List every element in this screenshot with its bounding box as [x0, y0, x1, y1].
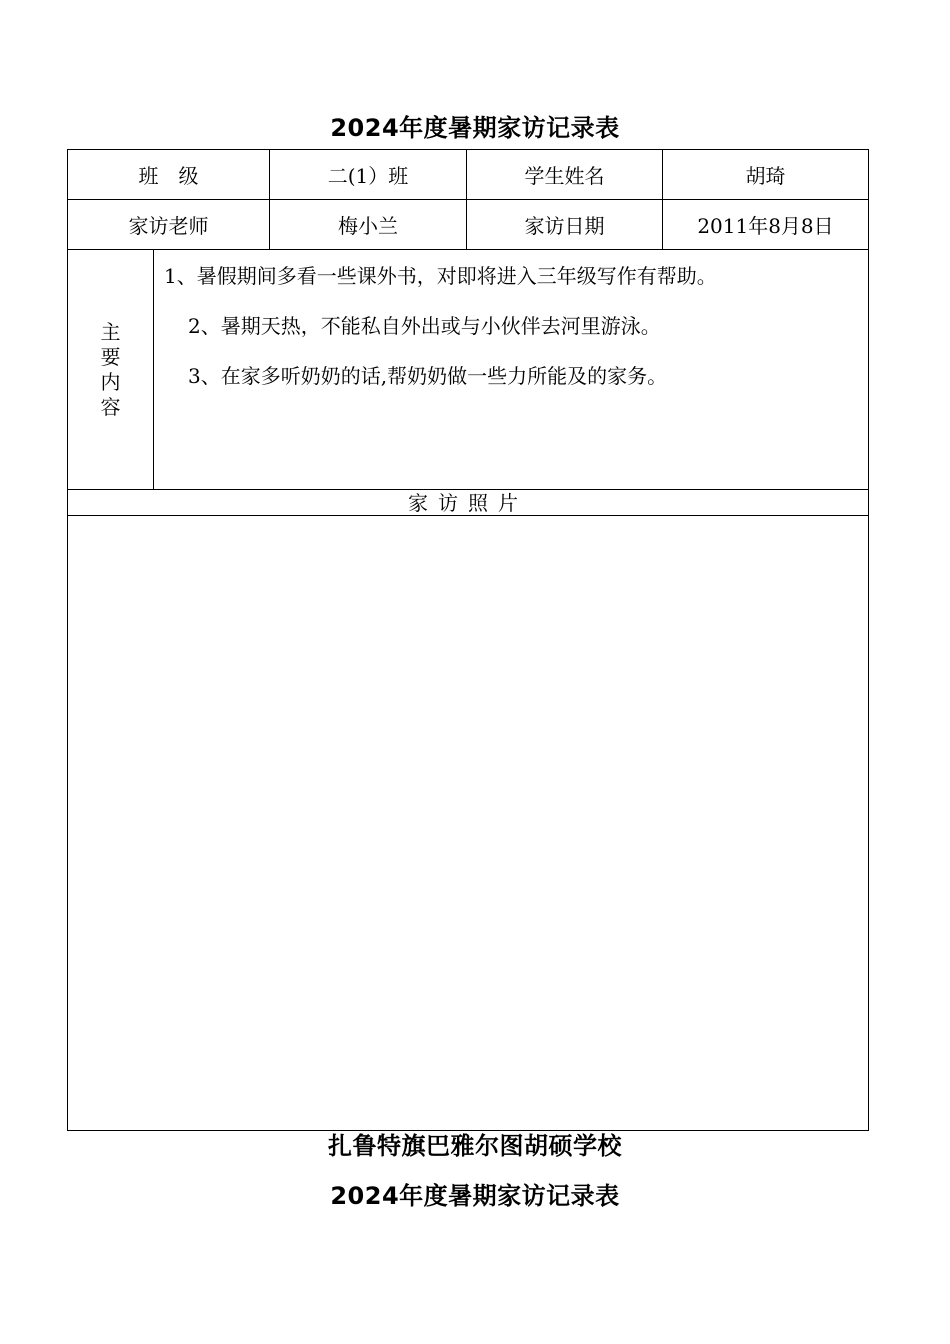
visit-record-table: [67, 149, 869, 1131]
content-cell: [154, 250, 869, 490]
photo-area: [68, 516, 869, 1131]
class-label: 班 级: [68, 150, 270, 200]
table-row-photo-area: [68, 516, 869, 1131]
teacher-value: 梅小兰: [270, 200, 467, 250]
table-row-class-student: [68, 150, 869, 200]
table-row-photo-header: [68, 490, 869, 516]
content-label-cell: [68, 250, 154, 490]
content-item-2: 2、暑期天热，不能私自外出或与小伙伴去河里游泳。: [188, 314, 661, 338]
student-name-value: 胡琦: [663, 150, 869, 200]
photo-label: 家访照片: [68, 490, 869, 516]
visit-date-label: 家访日期: [467, 200, 663, 250]
page-title: 2024年度暑期家访记录表: [330, 114, 620, 142]
table-row-teacher-date: [68, 200, 869, 250]
content-item-3: 3、在家多听奶奶的话,帮奶奶做一些力所能及的家务。: [188, 364, 668, 388]
next-page-title: 2024年度暑期家访记录表: [330, 1182, 620, 1210]
content-label: 主要内容: [100, 319, 121, 419]
teacher-label: 家访老师: [68, 200, 270, 250]
school-name: 扎鲁特旗巴雅尔图胡硕学校: [328, 1132, 622, 1160]
student-name-label: 学生姓名: [467, 150, 663, 200]
table-row-content: [68, 250, 869, 490]
visit-date-value: 2011年8月8日: [663, 200, 869, 250]
content-item-1: 1、暑假期间多看一些课外书，对即将进入三年级写作有帮助。: [164, 264, 717, 288]
class-value: 二(1）班: [270, 150, 467, 200]
